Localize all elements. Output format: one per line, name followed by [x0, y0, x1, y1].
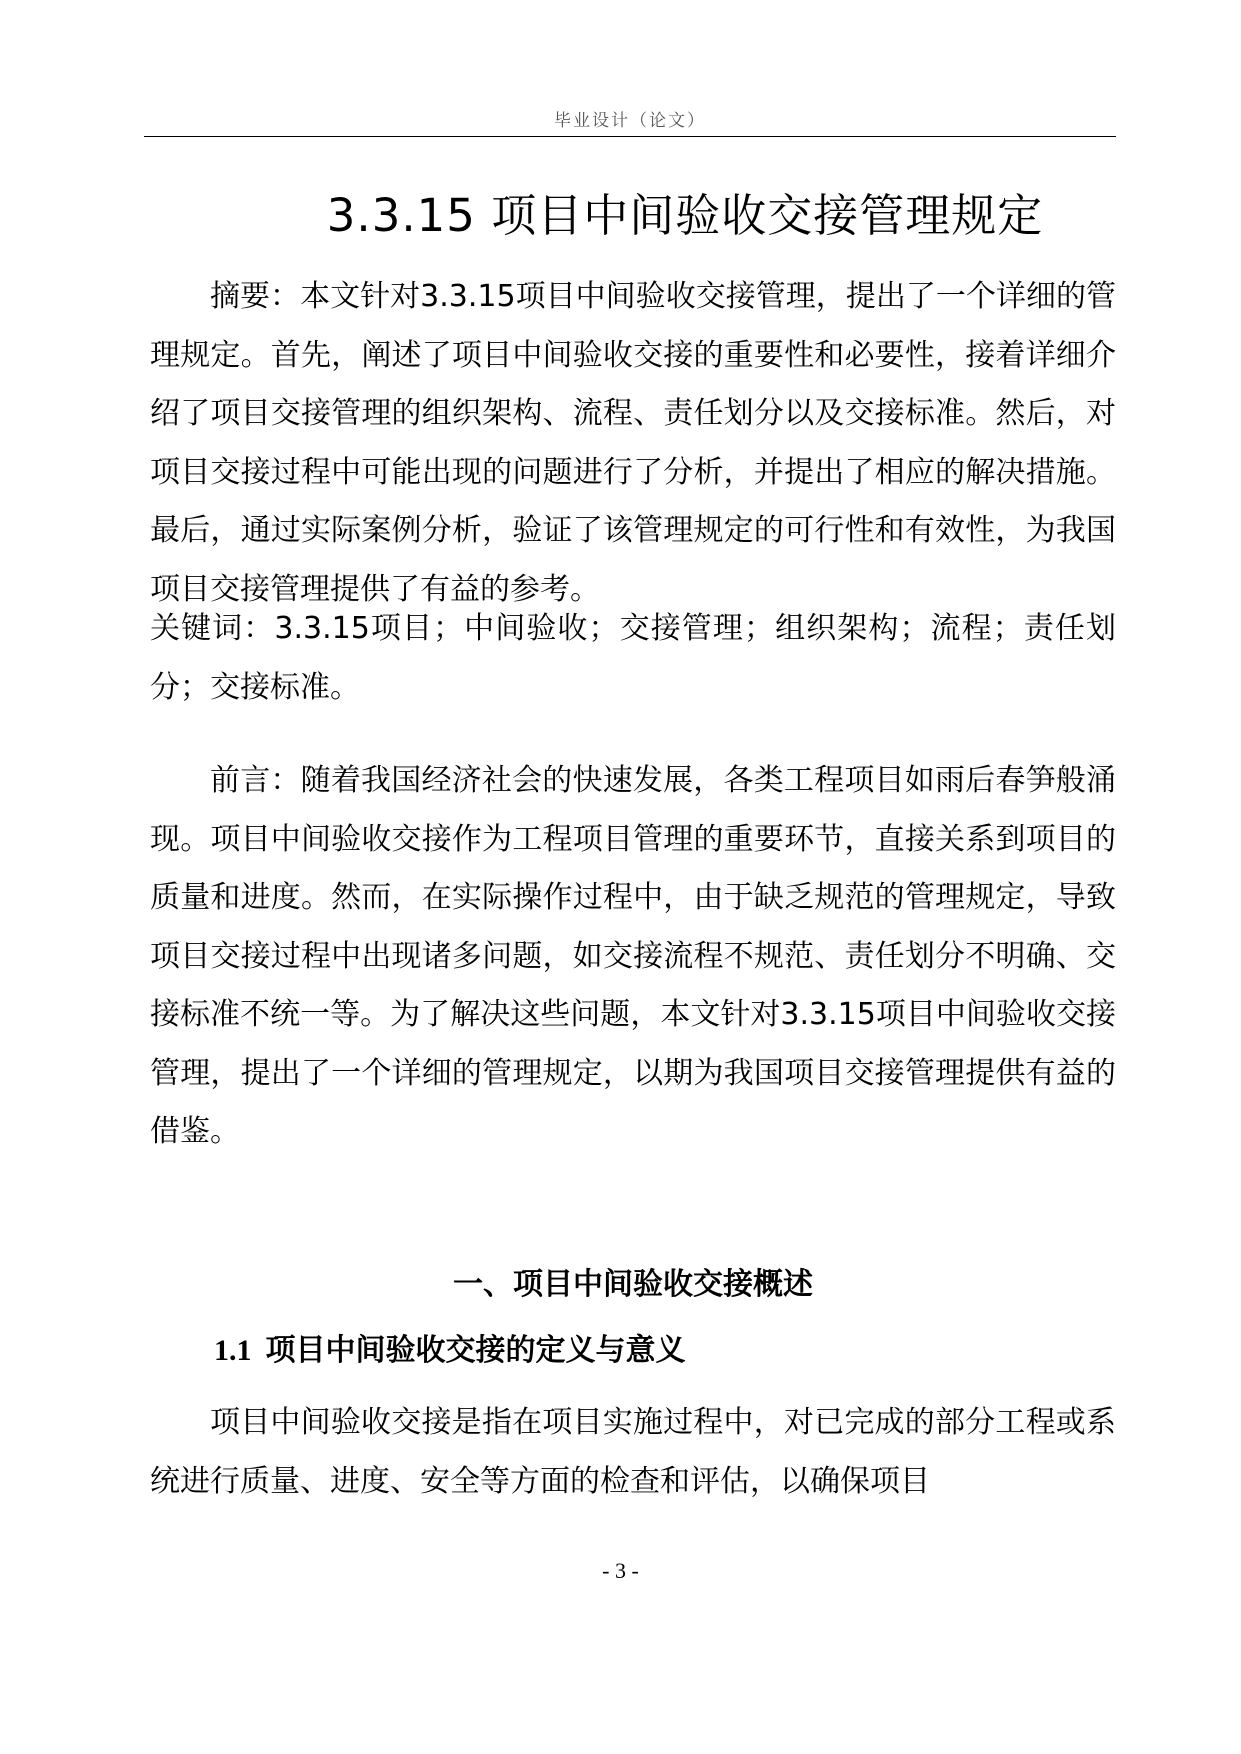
- abstract-paragraph: 摘要：本文针对3.3.15项目中间验收交接管理，提出了一个详细的管理规定。首先，阐述了项目中间验收交接的重要性和必要性，接着详细介绍了项目交接管理的组织架构、流程、责任划分以及交接标准。然后，对项目交接过程中可能出现的问题进行了分析，并提出了相应的解决措施。最后，通过实际案例分析，验证了该管理规定的可行性和有效性，为我国项目交接管理提供了有益的参考。: [150, 279, 1116, 607]
- header-text: 毕业设计（论文）: [554, 111, 706, 131]
- keywords-paragraph: 关键词：3.3.15项目；中间验收；交接管理；组织架构；流程；责任划分；交接标准。: [150, 611, 1116, 705]
- page-header: [144, 96, 1116, 137]
- body-paragraph: 项目中间验收交接是指在项目实施过程中，对已完成的部分工程或系统进行质量、进度、安全等方面的检查和评估，以确保项目: [150, 1405, 1116, 1499]
- page-number: - 3 -: [602, 1558, 639, 1583]
- document-title: 3.3.15 项目中间验收交接管理规定: [326, 189, 1044, 242]
- preface-paragraph: 前言：随着我国经济社会的快速发展，各类工程项目如雨后春笋般涌现。项目中间验收交接作为工程项目管理的重要环节，直接关系到项目的质量和进度。然而，在实际操作过程中，由于缺乏规范的管理规定，导致项目交接过程中出现诸多问题，如交接流程不规范、责任划分不明确、交接标准不统一等。为了解决这些问题，本文针对3.3.15项目中间验收交接管理，提出了一个详细的管理规定，以期为我国项目交接管理提供有益的借鉴。: [150, 763, 1116, 1149]
- section-heading: 一、项目中间验收交接概述: [453, 1267, 813, 1302]
- subsection-number: 1.1: [214, 1334, 252, 1367]
- subsection-title: 项目中间验收交接的定义与意义: [265, 1333, 686, 1368]
- subsection-heading: [214, 1326, 686, 1376]
